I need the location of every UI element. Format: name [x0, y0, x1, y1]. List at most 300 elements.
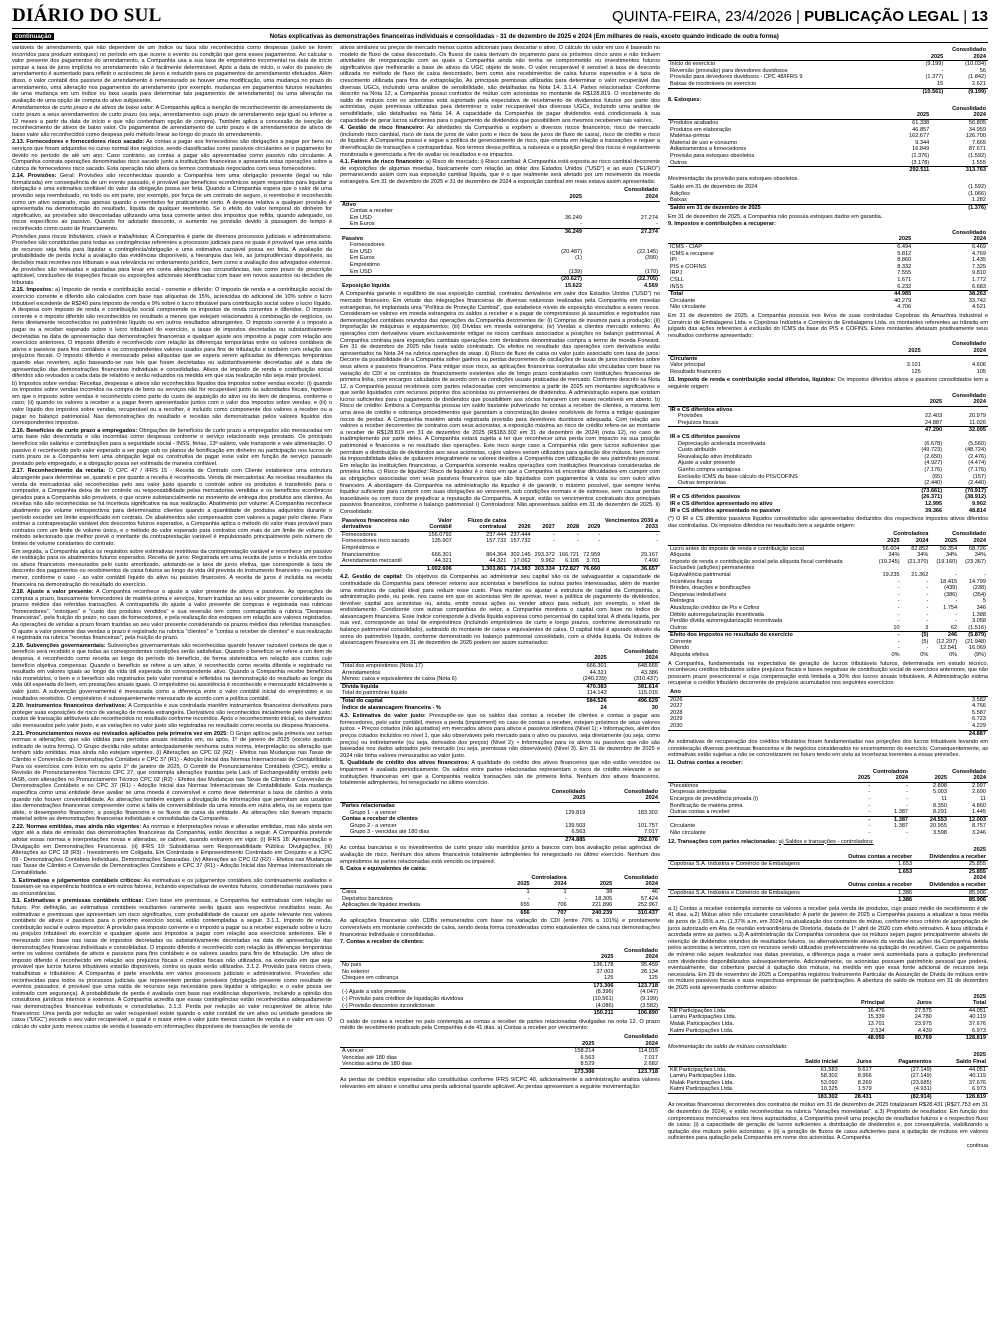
value-cell: 303.334 — [534, 565, 555, 572]
table-header: 2025 — [903, 54, 946, 61]
row-label: Ganho compra vantajosa — [678, 467, 741, 474]
value-cell: - — [868, 795, 871, 802]
value-cell: (19.245) — [878, 558, 900, 565]
row-label: Total — [668, 291, 839, 298]
row-label: Matérias-primas — [670, 133, 711, 140]
text-paragraph — [668, 377, 988, 390]
row-label: Fornecedores — [350, 242, 385, 249]
table-header: 2025 — [838, 775, 872, 782]
table-row — [340, 208, 660, 215]
table-row — [340, 194, 660, 201]
row-label: Passivo — [342, 235, 364, 242]
row-label — [340, 909, 495, 916]
value-cell: 1.579 — [857, 1086, 872, 1093]
value-cell: 221.896 — [592, 902, 613, 909]
value-cell: 1.445 — [972, 809, 986, 816]
table-header: Consolidado — [624, 874, 658, 881]
table-row — [668, 167, 988, 174]
table-header: Consolidado — [952, 392, 986, 399]
table-row — [668, 191, 988, 198]
value-cell: 157.732 — [486, 538, 507, 545]
row-label: Valor principal — [670, 362, 706, 369]
row-label: Bonificação de matéria prima — [670, 802, 743, 809]
value-cell: 157.732 — [510, 538, 531, 545]
table-cell — [668, 393, 900, 400]
value-cell: 150.211 — [570, 1010, 616, 1017]
row-label: Caixa — [342, 889, 357, 896]
table-header: 2024 — [584, 194, 660, 201]
row-label: Arrendamentos — [342, 669, 381, 676]
table-row — [340, 1061, 660, 1068]
row-label: Circulante — [670, 355, 698, 362]
table-row — [340, 823, 660, 830]
value-cell: (386) — [944, 591, 958, 598]
table-row — [668, 875, 988, 882]
value-cell: 22.403 — [925, 413, 943, 420]
section-heading: 8. Estoques: — [668, 97, 702, 104]
table-cell — [340, 187, 508, 194]
row-label: INSS — [670, 283, 684, 290]
row-label: Total do capital — [340, 698, 558, 705]
table-row — [668, 205, 988, 212]
table-row — [340, 802, 660, 809]
table-header: 2024 — [913, 236, 988, 243]
value-cell: 62 — [950, 624, 958, 631]
value-cell: (38.912) — [965, 494, 986, 501]
table-row — [668, 531, 988, 538]
value-cell: 310.437 — [614, 909, 660, 916]
table-row — [668, 769, 988, 776]
value-cell: 47.290 — [900, 427, 944, 434]
value-cell: 1.282 — [972, 197, 986, 204]
table-header: 2024 — [614, 881, 660, 888]
text-paragraph — [340, 760, 660, 786]
table-header: Consolidado — [952, 229, 986, 236]
row-label — [668, 487, 900, 494]
value-cell: 1.435 — [972, 257, 986, 264]
table-row — [340, 269, 660, 276]
receivables-table — [340, 948, 660, 1017]
value-cell: - — [873, 632, 902, 639]
row-label: 2026 — [670, 696, 683, 703]
table-cell — [668, 875, 831, 882]
row-label: Circulante — [670, 297, 696, 304]
value-cell: 56 — [979, 67, 986, 74]
value-cell: 24 — [600, 704, 607, 711]
section-heading: 2.14. Provisões: — [12, 173, 57, 180]
table-row — [340, 975, 660, 982]
row-label — [668, 1035, 825, 1042]
row-label: Total dos empréstimos (Nota 17) — [342, 663, 423, 670]
value-cell: 61.583 — [820, 1066, 838, 1073]
value-cell: 80.769 — [887, 1035, 934, 1042]
row-label: Grupo 2 - a vencer — [350, 822, 397, 829]
value-cell: 656 — [495, 909, 532, 916]
table-row — [668, 369, 988, 376]
row-label — [340, 1068, 533, 1075]
value-cell: 1.386 — [831, 897, 914, 904]
value-cell: 183.302 — [781, 1093, 840, 1100]
header-section: PUBLICAÇÃO LEGAL — [804, 7, 960, 25]
table-row — [668, 304, 988, 311]
table-row — [668, 882, 988, 889]
value-cell: - — [656, 221, 658, 228]
text-run: A Companhia aplica a isenção de reconhecimento de arrendamento de curto prazo a seus arrendamentos de curto prazo (ou seja, arrendamentos cujo prazo de arrendamento seja igual ou inferior a 12 meses a partir da data de início e que não contenham opção de compra). Também aplica a concessão de isenção de reconhecimento de ativos de baixo valor. Os pagamentos de arrendamento de curto prazo e de arrendamentos de ativos de baixo valor são reconhecidos como despesa pelo método linear ao longo do prazo do arrendamento. — [12, 105, 332, 138]
table-header: 2025 — [875, 112, 932, 119]
text-paragraph — [12, 878, 332, 898]
value-cell: 20.979 — [968, 413, 986, 420]
value-cell: 6.973 — [972, 1086, 986, 1093]
text-paragraph — [340, 713, 660, 759]
value-cell — [584, 208, 660, 215]
value-cell: 1.387 — [872, 816, 910, 823]
table-row — [668, 160, 988, 167]
value-cell: - — [838, 816, 872, 823]
row-label: Precatórios — [670, 782, 699, 789]
row-label: Saldo em 31 de dezembro de 2025 — [668, 205, 928, 212]
table-row — [668, 54, 988, 61]
value-cell: - — [955, 618, 958, 625]
table-row — [340, 249, 660, 256]
value-cell: 7.490 — [644, 558, 658, 565]
value-cell: 28.431 — [840, 1093, 874, 1100]
columns — [12, 45, 988, 1327]
table-row — [668, 803, 988, 810]
row-label: Copobras S.A. Indústria e Comércio de Embalagens — [670, 861, 800, 868]
table-row — [668, 277, 988, 284]
value-cell: (1.376) — [928, 205, 988, 212]
row-label: Resultado financeiro — [670, 368, 721, 375]
table-header: Juros — [840, 1059, 874, 1066]
text-paragraph — [668, 760, 988, 767]
value-cell: 1.303.861 — [454, 565, 509, 572]
table-header: 2024 — [973, 875, 986, 882]
table-row — [668, 257, 988, 264]
value-cell: 1.772 — [972, 277, 986, 283]
table-row — [340, 909, 660, 916]
row-label — [668, 730, 808, 737]
value-cell: - — [527, 895, 530, 902]
table-header: Outras contas a receber — [831, 854, 914, 861]
table-row — [668, 809, 988, 816]
row-label — [340, 1010, 570, 1017]
table-header: Controladora — [893, 531, 929, 538]
value-cell: 706 — [557, 902, 567, 909]
row-label: Contas a receber de clientes — [342, 816, 418, 823]
table-row — [340, 558, 660, 565]
value-cell: - — [598, 538, 601, 545]
value-cell: 11 — [941, 795, 948, 802]
row-label: ICMS - CIAP — [670, 244, 703, 251]
value-cell: 39.366 — [925, 507, 943, 514]
value-cell: 173.306 — [533, 1068, 596, 1075]
value-cell: 48.050 — [825, 1035, 887, 1042]
value-cell: 172.827 — [558, 565, 580, 572]
value-cell: - — [926, 591, 929, 598]
value-cell: 126.700 — [965, 133, 986, 140]
table-row — [668, 994, 988, 1001]
row-label — [668, 897, 831, 904]
table-row — [668, 639, 988, 646]
text-run: O Grupo aplicou pela primeira vez certas normas e alterações, que são válidas para períodos anuais iniciados em, ou após, 1º de janeiro de 2025 (exceto quando indicado de outra forma). O Grupo decidiu não adotar antecipadamente nenhuma outra norma, interpretação ou alteração que tenham sido emitidas, mas ainda não estejam vigentes. (i) Alterações ao CPC 02 (R2) - Efeitos nas Mudanças nas Taxas de Câmbio e Conversão de Demonstrações Contábeis e CPC 37 (R1) - Adoção Inicial das Normas Internacionais de Contabilidade: Para os exercícios com início em ou após 1º de janeiro de 2025, O Comitê de Pronunciamentos Contábeis (CPC), emitiu a Revisão de Pronunciamentos Técnicos CPC 27, que contempla alterações trazidas pela Lack of Exchangeability emitido pelo IASB, com alterações no Pronunciamento Técnico CPC 02 (R2) - Efeitos das Mudanças nas Taxas de Câmbio e Conversão de Demonstrações Contábeis e no CPC 37 (R1) - Adoção Inicial das Normas Internacionais de Contabilidade. Esta mudança especifica como uma entidade deve avaliar se uma moeda é conversível e como deve determinar a taxa de câmbio à vista quando não houver conversibilidade. As alterações também exigem a divulgação de informações que permitam aos usuários das demonstrações financeiras compreender como a falta de conversibilidade da uma moeda em outra afeta, ou se espera que afete, o desempenho financeiro, a posição financeira e os fluxos de caixa da entidade. As alterações não tiveram impacto material sobre as demonstrações financeiras individuais e consolidadas da Companhia. — [12, 730, 332, 823]
table-cell — [668, 1000, 825, 1007]
value-cell: - — [656, 531, 658, 538]
table-header: 2024 — [616, 954, 661, 961]
text-paragraph: As perdas de créditos esperadas são constituídas conforme IFRS 9/CPC 48, adicionalmente a administração analisa valores relevantes em atraso e constitui uma perda adicional quando aplicável. As perdas apresentam a seguinte movimentação: — [340, 1077, 660, 1091]
row-label — [668, 88, 903, 95]
table-row — [340, 1055, 660, 1062]
value-cell: 584.526 — [558, 698, 609, 705]
table-row — [340, 989, 660, 996]
table-cell — [668, 994, 825, 1001]
table-row — [668, 716, 988, 723]
text-paragraph: As estimativas de recuperação dos créditos tributários foram fundamentadas nas projeções dos lucros tributáveis levando em consideração diversas premissas financeiras e de negócios considerados no encerramento do exercício. Consequentemente, as estimativas estão sujeitas a não se concretizarem no futuro tendo em vista as incertezas inerentes a essas previsões. — [668, 739, 988, 759]
value-cell: 4.521 — [972, 304, 986, 311]
table-row — [668, 861, 988, 869]
section-heading: 2.16. Benefícios de curto prazo a empregados: — [12, 427, 138, 434]
table-row — [668, 47, 988, 54]
table-row — [668, 68, 988, 75]
table-row — [340, 1034, 660, 1041]
value-cell — [584, 262, 660, 269]
value-cell — [508, 201, 584, 208]
table-row — [668, 854, 988, 861]
value-cell: - — [926, 611, 929, 618]
section-heading: 5. Qualidade de crédito dos ativos financeiros: — [340, 760, 470, 767]
row-label: IPI — [670, 257, 677, 264]
value-cell: 19.235 — [882, 571, 900, 578]
value-cell — [508, 208, 584, 215]
table-row — [668, 723, 988, 730]
value-cell: 496.629 — [609, 698, 660, 705]
table-header: 2025 — [508, 194, 584, 201]
row-label: Custo atribuído — [678, 447, 716, 454]
row-label: A vencer — [342, 1048, 364, 1055]
table-header: 2028 — [557, 518, 581, 532]
section-heading: 2.19. Subvenções governamentais: — [12, 642, 106, 649]
value-cell — [900, 434, 944, 441]
value-cell: 6.973 — [972, 1027, 986, 1034]
value-cell: 9.902 — [972, 501, 986, 507]
table-row — [340, 969, 660, 976]
table-row — [668, 789, 988, 796]
table-cell — [340, 948, 570, 955]
text-paragraph — [668, 839, 988, 846]
table-row — [668, 592, 988, 599]
table-header: Pagamentos — [874, 1059, 934, 1066]
table-row — [340, 518, 660, 532]
row-label: Grupo 1 - a vencer — [350, 809, 397, 816]
text-paragraph: Em 31 de dezembro de 2025, a Companhia possuía nos livros de suas controladas Copobras da Amazônia Industrial e Comércio de Embalagens Ltda. e Copobras Indústria e Comércio de Embalagens Ltda. os montantes referentes ao trânsito em julgado das ações referentes à exclusão do ICMS da base do PIS e COFINS. Estes montantes afetaram positivamente seus resultados conforme apresentado: — [668, 312, 988, 339]
table-cell — [340, 954, 570, 961]
row-label: (-) Provisão para créditos de liquidação duvidosa — [342, 995, 464, 1002]
value-cell: 27.575 — [914, 1007, 932, 1014]
table-row — [668, 1007, 988, 1014]
capital-table — [340, 649, 660, 711]
taxes-recoverable-table — [668, 230, 988, 311]
value-cell: 9.617 — [857, 1066, 872, 1073]
table-row — [668, 441, 988, 448]
value-cell: - — [897, 591, 900, 598]
value-cell: (3.178) — [911, 159, 930, 166]
value-cell: 292.076 — [587, 836, 660, 843]
row-label: IR e CS diferidos apresentado no ativo — [670, 501, 773, 507]
table-row — [340, 276, 660, 283]
row-label: IR e CS diferidos passivos — [670, 494, 741, 501]
value-cell: (5) — [921, 638, 929, 645]
value-cell: 11 — [980, 795, 986, 802]
value-cell: 2.690 — [972, 789, 986, 796]
text-paragraph — [12, 105, 332, 138]
row-label: ICMS a recuperar — [670, 250, 715, 257]
page-header — [12, 4, 988, 29]
value-cell: 183.302 — [637, 809, 658, 816]
table-row — [340, 1068, 660, 1075]
row-label — [668, 167, 875, 174]
value-cell: (3.582) — [640, 1002, 658, 1009]
text-run: Os impostos diferidos ativos e passivos consolidados tem a seguinte origem: — [668, 377, 988, 390]
value-cell: 123.718 — [616, 982, 661, 989]
value-cell: 8.966 — [857, 1073, 872, 1080]
table-cell — [668, 1052, 781, 1059]
row-label — [668, 868, 831, 875]
row-label: (-) Ajuste a valor presente — [342, 989, 407, 996]
section-heading: 10. Imposto de renda e contribuição social diferidos, líquidos: — [668, 377, 836, 384]
value-cell: 1.555 — [972, 159, 986, 166]
fx-exposure-table — [340, 187, 660, 289]
value-cell — [944, 434, 988, 441]
value-cell: 40.119 — [969, 1014, 986, 1021]
table-cell — [340, 655, 558, 662]
value-cell: (10.561) — [592, 995, 614, 1002]
value-cell: (240.239) — [582, 676, 607, 683]
value-cell: - — [897, 611, 900, 618]
table-row — [668, 625, 988, 632]
inventory-provision-table — [668, 184, 988, 211]
value-cell: 2.997 — [972, 782, 986, 789]
table-row — [340, 795, 660, 802]
value-cell: (70.917) — [944, 487, 988, 494]
text-paragraph: As contas bancárias e os investimentos de curto prazo são mantidos junto a bancos com boa avaliação pelas agências de avaliação de risco. Nenhum dos ativos financeiros totalmente adimplentes foi renegociado no último exercício. Nenhum dos empréstimos às partes relacionadas está vencido ou impaired. — [340, 845, 660, 865]
row-label: IRPJ — [670, 270, 683, 277]
column-2 — [340, 45, 660, 1327]
value-cell: 136.178 — [593, 961, 614, 968]
value-cell: 252.967 — [637, 902, 658, 909]
table-header: 2024 — [959, 538, 988, 545]
value-cell: (439) — [944, 585, 958, 592]
value-cell: 1.754 — [943, 604, 958, 611]
text-paragraph: A Companhia garante o equilíbrio de sua exposição cambial, contratou derivativos em valor dos Estados Unidos ("USD") no mercado financeiro. Em virtude das integrações financeiras de diversas naturezas realizadas pela Companhia em moedas estrangeiras, foi implantada uma "Política de Proteção Cambial", que estabelece níveis de exposição vinculados a esses riscos. Consideram-se valores em moeda estrangeira os saldos a receber e a pagar de compromissos já assumidos e registrados nas demonstrações contábeis oriundos das operações da Companhia decorrentes de: (i) Compras de insumos para a produção; (ii) Importação de máquinas e equipamentos; (iii) Dívidas em moeda estrangeira; (iv) Vendas a clientes mercado externo. As operações com derivativos visam exclusivamente mitigar os riscos cambiais associados a posições no balanço patrimonial. A Companhia contrata para exposições cambiais operações com derivativos denominadas compra a termo de moeda Forward. Em 31 de dezembro de 2025 não havia saldo contratado. Os efeitos no resultado das operações com derivativos estão apresentados na Nota 24 na rubrica operações de swap. ii) Risco de fluxo de caixa ou valor justo associado com taxa de juros: Decorre da possibilidade de a Companhia sofrer ganhos ou perdas decorrentes de oscilações de taxas de juros incidentes sobre seus ativos e passivos financeiros. Para mitigar esse risco, as aplicações financeiras contratadas são vinculadas com base na variação do CDI e os contratos de financiamento existentes são de longo prazo contratados com instituições financeiras de primeira linha, com encargos calculados de acordo com as condições usuais praticadas de mercado. Conforme descrito na Nota 12, a Companhia possui recebíveis com partes relacionadas com vencimentos a partir de 2025 em montantes significativos e que serão liquidados com recursos próprios dos acionistas ou provenientes de dividendos. A administração espera que existam lucros suficientes para o pagamento de dividendos que possibilitem aos sócios honrarem com esses recebíveis em aberto. b) Risco de crédito: Embora a Companhia possua um saldo bastante pulverizado no contas a receber de clientes, a mesma tem uma área de crédito e cobrança procedimentos que garantam a concretização destes recebíveis de forma a mitigar quaisquer riscos de perdas. A Companhia mantém ainda registrada provisão para devedores duvidosos adequada. Com relação aos valores a receber decorrentes de contratos com seus acionistas, a exposição máxima ao risco de crédito refere-se ao montante a receber de R$128.819 em 31 de dezembro de 2025 (R$183.302 em 31 de dezembro de 2024) (nota 12), no caso de inadimplemento por parte deles. A Companhia estará sujeita a ter que reconhecer uma perda com impacto na sua posição patrimonial e financeira e no resultado das operações. Este risco surge caso a Companhia não gere lucros suficientes que permitam a distribuição de dividendos aos seus acionistas, cujos valores seriam utilizados para quitação dos mútuos, bem como da impossibilidade deles de quitarem integralmente os valores devidos a Companhia com utilização de seu patrimônio pessoal. Em relação às instituições financeiras, a Companhia somente realiza operações com instituições financeiras consideradas de primeira linha. c) Risco de liquidez: Risco de liquidez é o risco em que a Companhia irá encontrar dificuldades em cumprir com as obrigações associadas com seus passivos financeiros que são liquidados com pagamentos à vista ou com outro ativo financeiro. A abordagem da Companhia na administração da liquidez é de garantir, o máximo possível, que sempre tenha liquidez suficiente para cumprir com suas obrigações ao vencerem, sob condições normais e de estresse, sem causar perdas inaceitáveis ou com risco de prejudicar a reputação da Companhia. A seguir, estão os vencimentos contratuais dos principais passivos financeiros, conforme o balanço patrimonial: i) Controladora: Não apresentava saldos em 31 de dezembro de 2025. ii) Consolidado: — [340, 291, 660, 515]
row-label: Vencidas até 180 dias — [342, 1054, 397, 1061]
value-cell: (1.066) — [968, 190, 986, 197]
table-header: Consolidado — [624, 648, 658, 655]
text-paragraph: A Companhia, fundamentada na expectativa de geração de lucros tributáveis futuros, determinada em estudo técnico, reconheceu créditos tributários sobre prejuízos fiscais e bases negativas de contribuição social de exercícios anteriores, que não possuem prazo prescricional e cuja compensação está limitada a 30% dos lucros anuais tributáveis. A Administração estima recuperar o crédito tributário decorrente de prejuízos acumulados nos seguintes exercícios: — [668, 660, 988, 687]
value-cell: 4.706 — [897, 304, 912, 311]
table-cell — [340, 1041, 533, 1048]
value-cell: - — [906, 802, 909, 809]
value-cell — [959, 565, 988, 572]
value-cell: - — [897, 645, 900, 652]
table-cell — [340, 789, 515, 796]
row-label: 2030 — [670, 723, 683, 729]
value-cell: - — [926, 618, 929, 625]
table-cell — [808, 689, 988, 696]
receivables-maturity-table — [340, 1034, 660, 1076]
value-cell: 655 — [520, 902, 530, 909]
value-cell — [900, 406, 944, 413]
value-cell: (8.396) — [595, 989, 614, 996]
value-cell: 3.582 — [972, 696, 986, 703]
section-heading: 4.1. Fatores de risco financeiro: — [340, 159, 425, 166]
table-cell — [668, 538, 873, 545]
table-row — [340, 889, 660, 896]
table-row — [668, 420, 988, 427]
notes-title: Notas explicativas às demonstrações financeiras individuais e consolidadas - 31 de dezembro de 2025 e 2024 (Em milhares de reais, exceto quando indicado de outra forma) — [269, 33, 779, 40]
table-header: Controladora — [872, 768, 909, 775]
value-cell: 139.503 — [565, 822, 586, 829]
text-paragraph: As receitas financeiras decorrentes dos contratos de mútuo em 31 de dezembro de 2025 totalizaram R$28.431 (R$27.753 em 31 de dezembro de 2024), e estão reconhecidas na rubrica "Variações monetárias". a.3) Propósito de resultados: Em função dos compromissos mencionados nos itens supracitados, a Companhia prevê uma projeção de resultados futuros e o respectivo fluxo de caixa: (i) a capacidade de geração de lucros suficientes a distribuição de dividendos e, por consequência, viabilizando a quitação dos mútuos pelos acionistas; e (ii) a geração de fluxos de caixa suficientes para a quitação de mútuos em valores suficientes para quitação pela Companhia em nome dos acionistas. A Companhia — [668, 1102, 988, 1142]
value-cell: 9.344 — [915, 139, 930, 146]
row-label: Em USD — [350, 248, 372, 255]
row-label: Aplicações de liquidez imediata — [342, 902, 421, 909]
value-cell: - — [926, 578, 929, 585]
row-label: Saldo em 31 de dezembro de 2024 — [670, 184, 758, 191]
table-row — [668, 598, 988, 605]
row-label: 2029 — [670, 716, 683, 723]
row-label: Prejuízos fiscais — [678, 419, 719, 426]
value-cell: - — [926, 598, 929, 605]
value-cell: - — [906, 829, 909, 836]
value-cell: 6.106 — [565, 558, 580, 565]
value-cell: 28.134 — [640, 968, 658, 975]
value-cell: 27.274 — [584, 229, 660, 236]
value-cell: 666.301 — [431, 551, 452, 558]
table-header: Principal — [825, 1000, 887, 1007]
table-cell — [340, 1034, 533, 1041]
value-cell: 714.383 — [510, 565, 531, 572]
value-cell: 7.017 — [644, 1054, 658, 1061]
value-cell: 53.092 — [820, 1079, 838, 1086]
row-label — [340, 836, 515, 843]
table-cell — [668, 230, 839, 237]
row-label: CSLL — [670, 277, 684, 283]
table-row — [340, 670, 660, 677]
value-cell: 16.849 — [912, 146, 930, 153]
table-row — [668, 61, 988, 68]
value-cell: - — [656, 538, 658, 545]
value-cell: 56.805 — [968, 119, 986, 126]
value-cell: 3.058 — [972, 618, 986, 625]
value-cell: 14.799 — [968, 578, 986, 585]
liquidity-table — [340, 518, 660, 573]
table-header: 2025 — [570, 954, 616, 961]
value-cell: 12.995 — [925, 501, 943, 507]
value-cell: 46 — [651, 889, 658, 896]
table-row — [668, 291, 988, 298]
value-cell: 6.723 — [972, 716, 986, 723]
value-cell: 6.469 — [972, 244, 986, 251]
value-cell: 4.569 — [644, 282, 658, 289]
value-cell: 44.985 — [839, 291, 914, 298]
row-label: Total do patrimônio líquido — [342, 690, 408, 697]
table-header: 2024 — [532, 881, 569, 888]
row-label: (-) Provisão descontos incondicionais — [342, 1002, 435, 1009]
table-row — [668, 1028, 988, 1035]
value-cell: - — [941, 67, 944, 74]
table-header: Consolidado — [952, 531, 986, 538]
value-cell: (354) — [972, 591, 986, 598]
value-cell: 240.239 — [569, 909, 615, 916]
